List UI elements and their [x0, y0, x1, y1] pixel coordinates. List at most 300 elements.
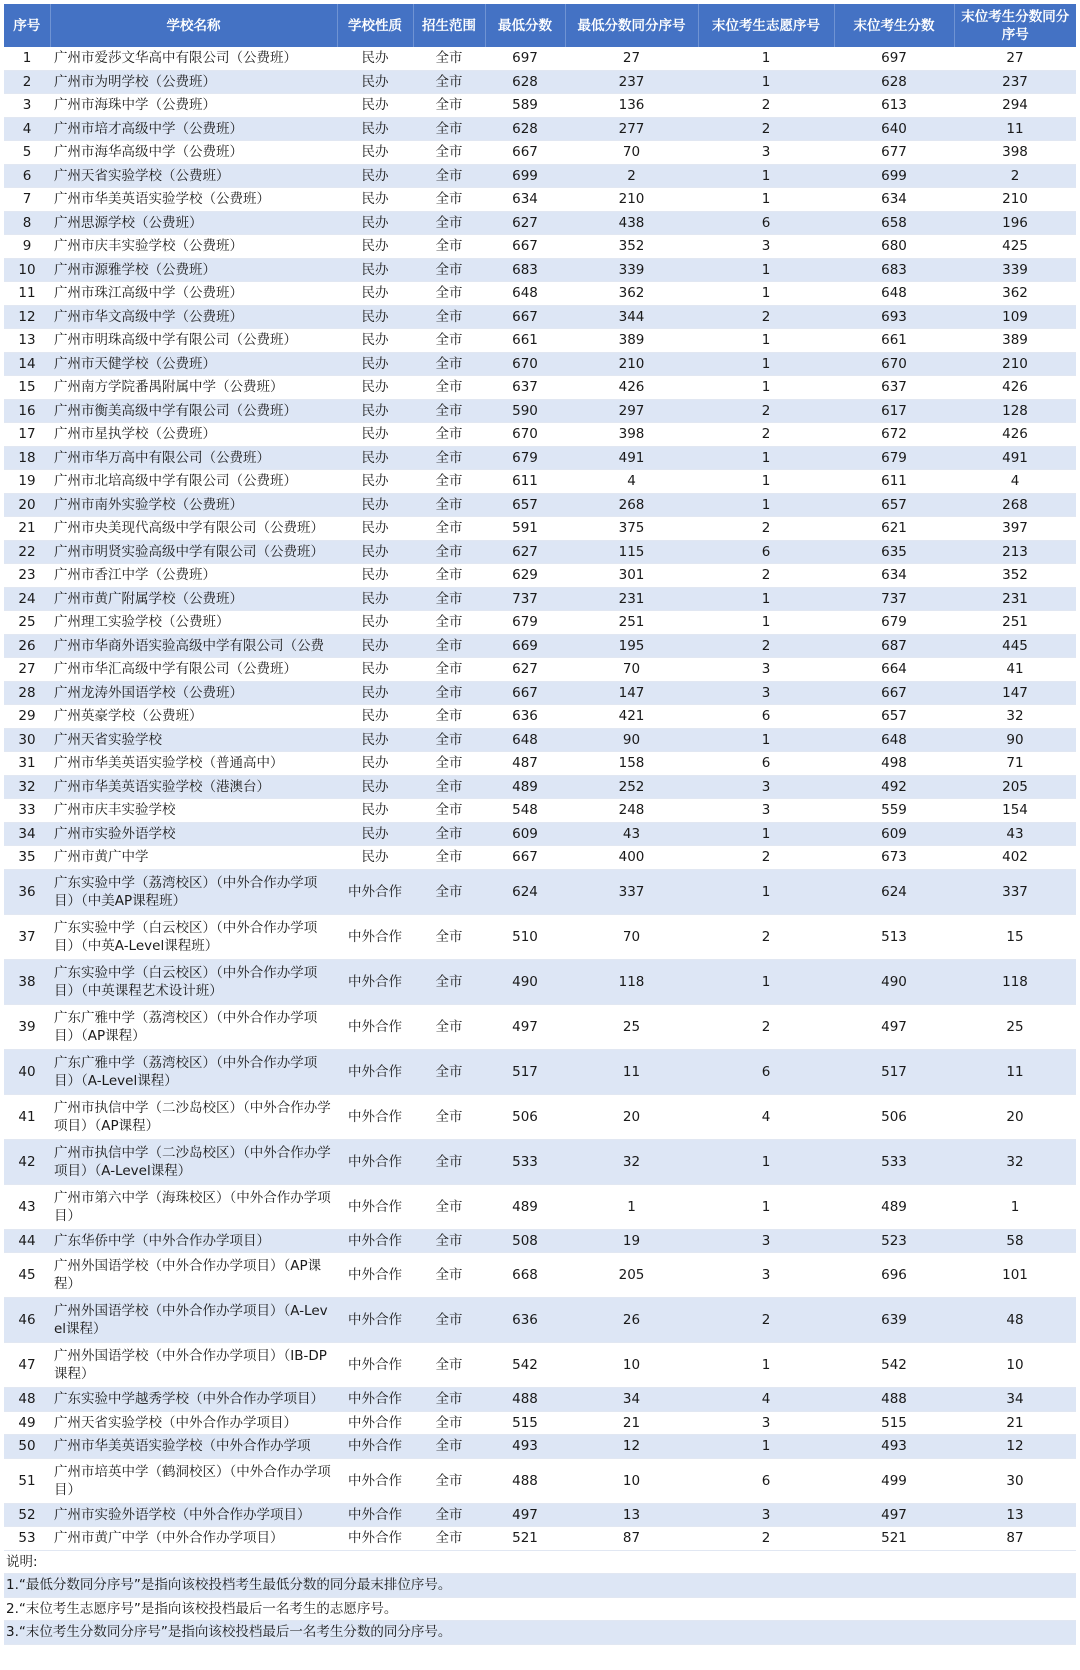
cell-school-type: 民办	[337, 587, 413, 611]
cell-min-score-rank: 115	[565, 540, 698, 564]
cell-enrollment-scope: 全市	[413, 681, 485, 705]
cell-school-type: 民办	[337, 211, 413, 235]
cell-index: 20	[4, 493, 50, 517]
cell-min-score: 699	[485, 164, 565, 188]
table-row	[4, 728, 1076, 752]
cell-enrollment-scope: 全市	[413, 959, 485, 1004]
cell-last-score: 737	[834, 587, 954, 611]
table-row	[4, 564, 1076, 588]
cell-min-score: 517	[485, 1049, 565, 1094]
cell-index: 47	[4, 1343, 50, 1388]
cell-min-score: 737	[485, 587, 565, 611]
cell-last-choice-order: 1	[698, 1184, 834, 1229]
cell-min-score-rank: 491	[565, 446, 698, 470]
cell-last-score-rank: 352	[954, 564, 1076, 588]
table-row	[4, 211, 1076, 235]
cell-school-name: 广州市华美英语实验学校（港澳台）	[50, 775, 337, 799]
cell-school-type: 民办	[337, 446, 413, 470]
cell-min-score: 506	[485, 1094, 565, 1139]
cell-min-score: 533	[485, 1139, 565, 1184]
cell-min-score: 628	[485, 117, 565, 141]
cell-last-choice-order: 3	[698, 235, 834, 259]
cell-index: 36	[4, 869, 50, 914]
table-row	[4, 1229, 1076, 1253]
cell-min-score-rank: 158	[565, 752, 698, 776]
cell-min-score-rank: 398	[565, 423, 698, 447]
cell-last-score-rank: 12	[954, 1435, 1076, 1459]
cell-last-score-rank: 196	[954, 211, 1076, 235]
cell-school-name: 广东实验中学越秀学校（中外合作办学项目）	[50, 1388, 337, 1412]
cell-last-score-rank: 210	[954, 188, 1076, 212]
cell-school-name: 广州市华美英语实验学校（普通高中）	[50, 752, 337, 776]
cell-school-type: 民办	[337, 164, 413, 188]
cell-min-score: 669	[485, 634, 565, 658]
cell-last-choice-order: 3	[698, 1411, 834, 1435]
cell-min-score-rank: 27	[565, 47, 698, 70]
cell-index: 9	[4, 235, 50, 259]
cell-index: 50	[4, 1435, 50, 1459]
cell-min-score: 637	[485, 376, 565, 400]
cell-last-score: 670	[834, 352, 954, 376]
cell-last-score-rank: 34	[954, 1388, 1076, 1412]
cell-min-score: 624	[485, 869, 565, 914]
cell-min-score-rank: 205	[565, 1253, 698, 1298]
cell-min-score-rank: 301	[565, 564, 698, 588]
cell-last-score-rank: 425	[954, 235, 1076, 259]
cell-last-score-rank: 30	[954, 1458, 1076, 1503]
cell-school-name: 广东广雅中学（荔湾校区）（中外合作办学项目）（A-Level课程）	[50, 1049, 337, 1094]
cell-enrollment-scope: 全市	[413, 117, 485, 141]
cell-index: 7	[4, 188, 50, 212]
table-row	[4, 752, 1076, 776]
cell-last-score-rank: 41	[954, 658, 1076, 682]
cell-last-score-rank: 25	[954, 1004, 1076, 1049]
cell-enrollment-scope: 全市	[413, 164, 485, 188]
cell-last-choice-order: 1	[698, 587, 834, 611]
cell-min-score-rank: 362	[565, 282, 698, 306]
cell-last-score: 683	[834, 258, 954, 282]
table-row	[4, 517, 1076, 541]
cell-min-score-rank: 344	[565, 305, 698, 329]
header-index: 序号	[4, 4, 50, 47]
cell-last-choice-order: 2	[698, 1527, 834, 1551]
cell-last-score: 637	[834, 376, 954, 400]
cell-enrollment-scope: 全市	[413, 799, 485, 823]
cell-last-score-rank: 426	[954, 423, 1076, 447]
header-school-type: 学校性质	[337, 4, 413, 47]
cell-min-score-rank: 118	[565, 959, 698, 1004]
cell-min-score: 634	[485, 188, 565, 212]
cell-last-score-rank: 154	[954, 799, 1076, 823]
cell-last-score-rank: 11	[954, 1049, 1076, 1094]
cell-index: 52	[4, 1503, 50, 1527]
cell-last-score: 497	[834, 1004, 954, 1049]
notes-section	[4, 1551, 1076, 1645]
cell-min-score-rank: 20	[565, 1094, 698, 1139]
cell-school-name: 广东实验中学（白云校区）（中外合作办学项目）（中英课程艺术设计班）	[50, 959, 337, 1004]
cell-enrollment-scope: 全市	[413, 1388, 485, 1412]
notes-title: 说明:	[4, 1551, 1076, 1575]
cell-school-name: 广州龙涛外国语学校（公费班）	[50, 681, 337, 705]
cell-last-choice-order: 2	[698, 94, 834, 118]
cell-index: 33	[4, 799, 50, 823]
cell-min-score-rank: 12	[565, 1435, 698, 1459]
table-row	[4, 799, 1076, 823]
cell-min-score-rank: 10	[565, 1458, 698, 1503]
cell-school-type: 民办	[337, 846, 413, 870]
cell-min-score-rank: 400	[565, 846, 698, 870]
cell-school-name: 广州市华美英语实验学校（中外合作办学项	[50, 1435, 337, 1459]
cell-last-score: 680	[834, 235, 954, 259]
cell-index: 3	[4, 94, 50, 118]
cell-last-choice-order: 1	[698, 446, 834, 470]
cell-last-score-rank: 1	[954, 1184, 1076, 1229]
cell-school-type: 民办	[337, 258, 413, 282]
cell-enrollment-scope: 全市	[413, 822, 485, 846]
cell-index: 43	[4, 1184, 50, 1229]
table-row	[4, 1139, 1076, 1184]
cell-index: 12	[4, 305, 50, 329]
cell-school-name: 广州外国语学校（中外合作办学项目）（A-Level课程）	[50, 1298, 337, 1343]
cell-min-score: 679	[485, 611, 565, 635]
cell-enrollment-scope: 全市	[413, 846, 485, 870]
cell-school-name: 广州市执信中学（二沙岛校区）（中外合作办学项目）（A-Level课程）	[50, 1139, 337, 1184]
cell-enrollment-scope: 全市	[413, 1458, 485, 1503]
cell-school-name: 广州市华文高级中学（公费班）	[50, 305, 337, 329]
cell-enrollment-scope: 全市	[413, 1253, 485, 1298]
table-row	[4, 959, 1076, 1004]
cell-min-score: 667	[485, 305, 565, 329]
cell-index: 22	[4, 540, 50, 564]
table-row	[4, 376, 1076, 400]
table-row	[4, 1388, 1076, 1412]
cell-school-type: 中外合作	[337, 1094, 413, 1139]
cell-last-score-rank: 231	[954, 587, 1076, 611]
cell-min-score: 667	[485, 846, 565, 870]
cell-min-score: 648	[485, 282, 565, 306]
cell-last-score-rank: 389	[954, 329, 1076, 353]
cell-min-score-rank: 21	[565, 1411, 698, 1435]
cell-last-score: 493	[834, 1435, 954, 1459]
cell-last-score-rank: 20	[954, 1094, 1076, 1139]
cell-last-score: 617	[834, 399, 954, 423]
cell-school-type: 中外合作	[337, 914, 413, 959]
cell-school-name: 广州天省实验学校	[50, 728, 337, 752]
cell-school-name: 广州市珠江高级中学（公费班）	[50, 282, 337, 306]
table-row	[4, 470, 1076, 494]
cell-min-score-rank: 11	[565, 1049, 698, 1094]
cell-index: 51	[4, 1458, 50, 1503]
cell-min-score: 670	[485, 423, 565, 447]
cell-min-score: 609	[485, 822, 565, 846]
cell-last-score: 657	[834, 705, 954, 729]
cell-last-choice-order: 3	[698, 141, 834, 165]
cell-min-score: 487	[485, 752, 565, 776]
table-row	[4, 1527, 1076, 1551]
cell-min-score-rank: 339	[565, 258, 698, 282]
cell-min-score: 670	[485, 352, 565, 376]
cell-school-name: 广州南方学院番禺附属中学（公费班）	[50, 376, 337, 400]
cell-last-score-rank: 339	[954, 258, 1076, 282]
cell-last-choice-order: 2	[698, 634, 834, 658]
cell-index: 34	[4, 822, 50, 846]
cell-school-type: 民办	[337, 611, 413, 635]
cell-min-score-rank: 421	[565, 705, 698, 729]
cell-enrollment-scope: 全市	[413, 705, 485, 729]
cell-min-score: 627	[485, 211, 565, 235]
cell-min-score-rank: 32	[565, 1139, 698, 1184]
cell-school-name: 广东华侨中学（中外合作办学项目）	[50, 1229, 337, 1253]
cell-min-score: 628	[485, 70, 565, 94]
cell-last-score-rank: 294	[954, 94, 1076, 118]
cell-index: 14	[4, 352, 50, 376]
cell-last-choice-order: 1	[698, 493, 834, 517]
cell-school-name: 广州市海华高级中学（公费班）	[50, 141, 337, 165]
cell-last-choice-order: 1	[698, 282, 834, 306]
cell-index: 4	[4, 117, 50, 141]
cell-last-score: 621	[834, 517, 954, 541]
table-row	[4, 634, 1076, 658]
cell-last-score: 497	[834, 1503, 954, 1527]
cell-last-score-rank: 2	[954, 164, 1076, 188]
cell-school-name: 广州市源雅学校（公费班）	[50, 258, 337, 282]
cell-school-type: 民办	[337, 423, 413, 447]
cell-last-score-rank: 71	[954, 752, 1076, 776]
cell-last-choice-order: 1	[698, 1343, 834, 1388]
cell-enrollment-scope: 全市	[413, 775, 485, 799]
cell-last-score: 658	[834, 211, 954, 235]
cell-enrollment-scope: 全市	[413, 1411, 485, 1435]
cell-min-score-rank: 438	[565, 211, 698, 235]
cell-min-score-rank: 268	[565, 493, 698, 517]
cell-school-type: 民办	[337, 70, 413, 94]
cell-min-score: 648	[485, 728, 565, 752]
cell-school-name: 广州市培英中学（鹤洞校区）（中外合作办学项目）	[50, 1458, 337, 1503]
cell-school-name: 广州市黄广中学	[50, 846, 337, 870]
cell-index: 40	[4, 1049, 50, 1094]
cell-index: 11	[4, 282, 50, 306]
cell-last-choice-order: 1	[698, 1435, 834, 1459]
cell-enrollment-scope: 全市	[413, 211, 485, 235]
cell-last-score: 488	[834, 1388, 954, 1412]
note-item: 2.“末位考生志愿序号”是指向该校投档最后一名考生的志愿序号。	[4, 1598, 1076, 1622]
table-row	[4, 164, 1076, 188]
cell-last-score-rank: 491	[954, 446, 1076, 470]
table-row	[4, 399, 1076, 423]
cell-last-score-rank: 48	[954, 1298, 1076, 1343]
cell-last-score-rank: 128	[954, 399, 1076, 423]
table-row	[4, 705, 1076, 729]
table-row	[4, 1049, 1076, 1094]
cell-min-score-rank: 352	[565, 235, 698, 259]
cell-min-score: 667	[485, 235, 565, 259]
cell-last-score-rank: 147	[954, 681, 1076, 705]
cell-last-score-rank: 4	[954, 470, 1076, 494]
admissions-table	[4, 4, 1076, 1551]
cell-school-type: 民办	[337, 305, 413, 329]
cell-school-type: 中外合作	[337, 1184, 413, 1229]
cell-min-score: 510	[485, 914, 565, 959]
cell-school-name: 广州市衡美高级中学有限公司（公费班）	[50, 399, 337, 423]
cell-last-score: 664	[834, 658, 954, 682]
cell-enrollment-scope: 全市	[413, 658, 485, 682]
cell-last-choice-order: 2	[698, 305, 834, 329]
cell-school-name: 广州市庆丰实验学校（公费班）	[50, 235, 337, 259]
cell-last-score: 640	[834, 117, 954, 141]
cell-school-type: 民办	[337, 752, 413, 776]
cell-last-score-rank: 213	[954, 540, 1076, 564]
table-row	[4, 1253, 1076, 1298]
cell-last-choice-order: 1	[698, 869, 834, 914]
cell-index: 1	[4, 47, 50, 70]
table-row	[4, 846, 1076, 870]
cell-last-score: 679	[834, 611, 954, 635]
cell-min-score: 661	[485, 329, 565, 353]
table-row	[4, 1343, 1076, 1388]
cell-last-score-rank: 268	[954, 493, 1076, 517]
cell-school-type: 民办	[337, 282, 413, 306]
cell-last-score-rank: 101	[954, 1253, 1076, 1298]
cell-last-score: 490	[834, 959, 954, 1004]
table-row	[4, 329, 1076, 353]
cell-school-name: 广州市华汇高级中学有限公司（公费班）	[50, 658, 337, 682]
cell-min-score: 508	[485, 1229, 565, 1253]
cell-enrollment-scope: 全市	[413, 1094, 485, 1139]
cell-min-score: 590	[485, 399, 565, 423]
cell-last-score-rank: 87	[954, 1527, 1076, 1551]
table-row	[4, 914, 1076, 959]
cell-enrollment-scope: 全市	[413, 914, 485, 959]
cell-min-score-rank: 87	[565, 1527, 698, 1551]
cell-enrollment-scope: 全市	[413, 47, 485, 70]
table-body	[4, 47, 1076, 1550]
cell-min-score: 697	[485, 47, 565, 70]
cell-school-type: 中外合作	[337, 1388, 413, 1412]
cell-last-score: 624	[834, 869, 954, 914]
cell-min-score-rank: 337	[565, 869, 698, 914]
cell-min-score-rank: 277	[565, 117, 698, 141]
cell-last-choice-order: 2	[698, 846, 834, 870]
cell-last-choice-order: 1	[698, 822, 834, 846]
table-row	[4, 141, 1076, 165]
cell-school-name: 广州市执信中学（二沙岛校区）（中外合作办学项目）（AP课程）	[50, 1094, 337, 1139]
cell-min-score-rank: 237	[565, 70, 698, 94]
cell-last-score: 648	[834, 282, 954, 306]
cell-last-score-rank: 21	[954, 1411, 1076, 1435]
cell-last-choice-order: 4	[698, 1094, 834, 1139]
cell-index: 49	[4, 1411, 50, 1435]
admissions-sheet	[4, 4, 1076, 1645]
cell-enrollment-scope: 全市	[413, 1229, 485, 1253]
cell-school-type: 民办	[337, 705, 413, 729]
cell-min-score: 679	[485, 446, 565, 470]
cell-school-type: 中外合作	[337, 1435, 413, 1459]
cell-last-score-rank: 445	[954, 634, 1076, 658]
cell-school-name: 广东实验中学（荔湾校区）（中外合作办学项目）（中美AP课程班）	[50, 869, 337, 914]
cell-last-score: 693	[834, 305, 954, 329]
cell-index: 17	[4, 423, 50, 447]
cell-min-score-rank: 34	[565, 1388, 698, 1412]
cell-index: 10	[4, 258, 50, 282]
cell-enrollment-scope: 全市	[413, 1004, 485, 1049]
cell-min-score: 667	[485, 681, 565, 705]
cell-last-score: 613	[834, 94, 954, 118]
table-header-row	[4, 4, 1076, 47]
cell-enrollment-scope: 全市	[413, 70, 485, 94]
cell-last-score-rank: 90	[954, 728, 1076, 752]
cell-min-score-rank: 136	[565, 94, 698, 118]
cell-last-choice-order: 1	[698, 47, 834, 70]
cell-index: 48	[4, 1388, 50, 1412]
cell-min-score: 542	[485, 1343, 565, 1388]
table-row	[4, 1435, 1076, 1459]
cell-school-name: 广州市海珠中学（公费班）	[50, 94, 337, 118]
cell-last-score-rank: 398	[954, 141, 1076, 165]
cell-index: 6	[4, 164, 50, 188]
cell-min-score: 497	[485, 1004, 565, 1049]
cell-school-name: 广州市为明学校（公费班）	[50, 70, 337, 94]
cell-school-type: 民办	[337, 728, 413, 752]
cell-enrollment-scope: 全市	[413, 329, 485, 353]
cell-last-score-rank: 27	[954, 47, 1076, 70]
table-row	[4, 282, 1076, 306]
cell-last-score: 673	[834, 846, 954, 870]
table-row	[4, 305, 1076, 329]
cell-last-choice-order: 3	[698, 1229, 834, 1253]
header-last-score-rank: 末位考生分数同分序号	[954, 4, 1076, 47]
cell-enrollment-scope: 全市	[413, 188, 485, 212]
cell-last-score: 506	[834, 1094, 954, 1139]
cell-last-score: 699	[834, 164, 954, 188]
cell-last-score-rank: 32	[954, 705, 1076, 729]
cell-enrollment-scope: 全市	[413, 94, 485, 118]
cell-enrollment-scope: 全市	[413, 493, 485, 517]
cell-min-score-rank: 210	[565, 188, 698, 212]
cell-school-type: 民办	[337, 540, 413, 564]
cell-school-name: 广州市北培高级中学有限公司（公费班）	[50, 470, 337, 494]
header-enrollment-scope: 招生范围	[413, 4, 485, 47]
cell-min-score: 667	[485, 141, 565, 165]
cell-school-name: 广州市香江中学（公费班）	[50, 564, 337, 588]
cell-index: 32	[4, 775, 50, 799]
cell-min-score-rank: 19	[565, 1229, 698, 1253]
cell-last-score: 661	[834, 329, 954, 353]
table-row	[4, 117, 1076, 141]
cell-school-name: 广州市明珠高级中学有限公司（公费班）	[50, 329, 337, 353]
table-row	[4, 1458, 1076, 1503]
cell-index: 19	[4, 470, 50, 494]
cell-last-score: 696	[834, 1253, 954, 1298]
cell-school-type: 中外合作	[337, 959, 413, 1004]
cell-school-type: 中外合作	[337, 1458, 413, 1503]
cell-min-score-rank: 70	[565, 658, 698, 682]
cell-min-score: 627	[485, 540, 565, 564]
cell-min-score-rank: 231	[565, 587, 698, 611]
cell-school-name: 广州外国语学校（中外合作办学项目）（AP课程）	[50, 1253, 337, 1298]
cell-last-score: 634	[834, 188, 954, 212]
table-row	[4, 258, 1076, 282]
cell-school-type: 民办	[337, 822, 413, 846]
cell-min-score: 627	[485, 658, 565, 682]
cell-last-choice-order: 1	[698, 728, 834, 752]
cell-school-type: 民办	[337, 564, 413, 588]
cell-school-type: 中外合作	[337, 1503, 413, 1527]
table-row	[4, 611, 1076, 635]
cell-last-score-rank: 397	[954, 517, 1076, 541]
cell-school-type: 中外合作	[337, 869, 413, 914]
cell-min-score-rank: 43	[565, 822, 698, 846]
cell-last-choice-order: 1	[698, 959, 834, 1004]
